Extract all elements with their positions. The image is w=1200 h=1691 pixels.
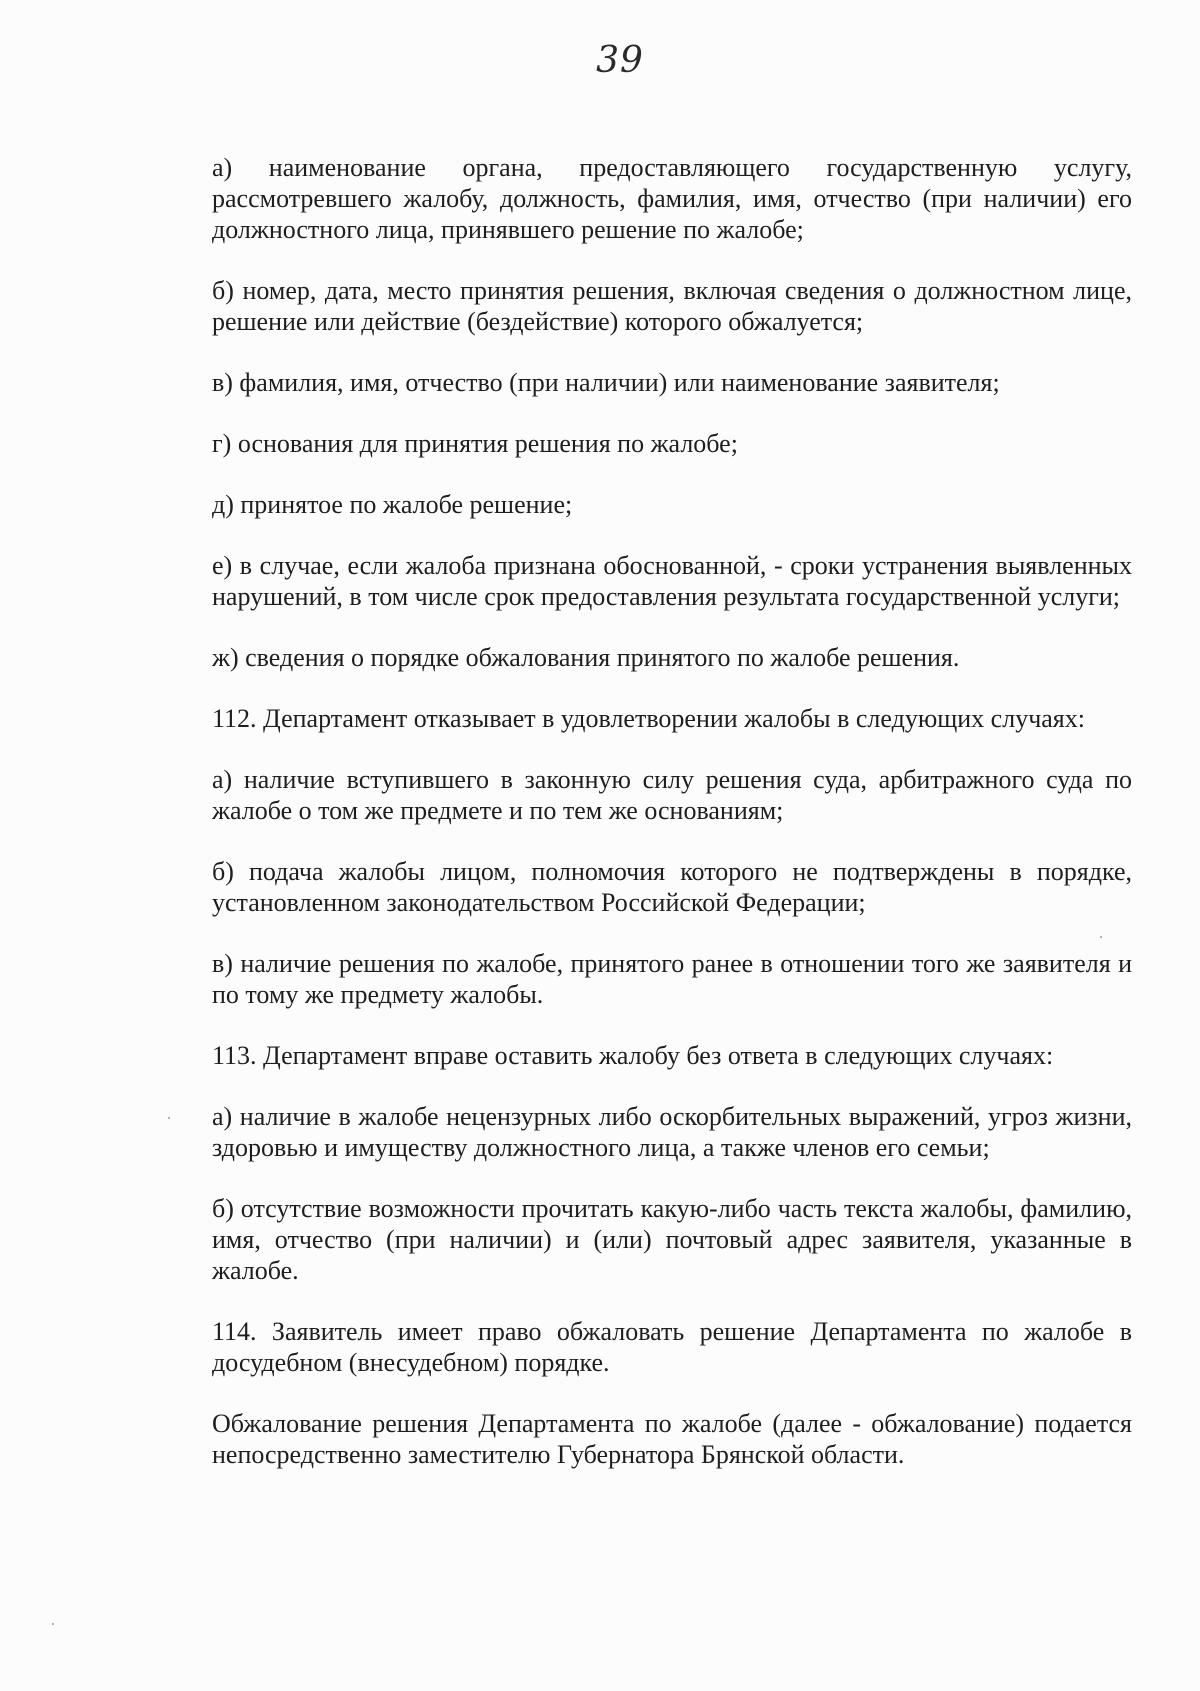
document-body bbox=[212, 152, 1132, 1470]
paragraph-113: 113. Департамент вправе оставить жалобу без ответа в следующих случаях: bbox=[212, 1041, 1054, 1070]
paragraph-d-decision: д) принятое по жалобе решение; bbox=[212, 490, 573, 519]
scan-speck bbox=[168, 1117, 170, 1119]
paragraph-112-v: в) наличие решения по жалобе, принятого ранее в отношении того же заявителя и по тому же предмету жалобы. bbox=[212, 949, 1132, 1009]
paragraph-zh-appeal-procedure: ж) сведения о порядке обжалования принятого по жалобе решения. bbox=[212, 643, 960, 672]
paragraph-a-organ-name: а) наименование органа, предоставляющего государственную услугу, рассмотревшего жалобу, должность, фамилия, имя, отчество (при наличии) его должностного лица, принявшего решение по жалобе; bbox=[212, 153, 1132, 244]
paragraph-113-a: а) наличие в жалобе нецензурных либо оскорбительных выражений, угроз жизни, здоровью и имуществу должностного лица, а также членов его семьи; bbox=[212, 1102, 1132, 1162]
paragraph-114: 114. Заявитель имеет право обжаловать решение Департамента по жалобе в досудебном (внесудебном) порядке. bbox=[212, 1317, 1132, 1377]
paragraph-112-a: а) наличие вступившего в законную силу решения суда, арбитражного суда по жалобе о том же предмете и по тем же основаниям; bbox=[212, 765, 1132, 825]
paragraph-112: 112. Департамент отказывает в удовлетворении жалобы в следующих случаях: bbox=[212, 704, 1085, 733]
page-number: 39 bbox=[596, 40, 644, 81]
paragraph-appeal-submission: Обжалование решения Департамента по жалобе (далее - обжалование) подается непосредственно заместителю Губернатора Брянской области. bbox=[212, 1409, 1132, 1469]
scan-speck bbox=[52, 1623, 54, 1625]
paragraph-g-grounds: г) основания для принятия решения по жалобе; bbox=[212, 429, 738, 458]
paragraph-b-decision-number: б) номер, дата, место принятия решения, включая сведения о должностном лице, решение или действие (бездействие) которого обжалуется; bbox=[212, 276, 1132, 336]
paragraph-v-applicant-name: в) фамилия, имя, отчество (при наличии) или наименование заявителя; bbox=[212, 368, 1000, 397]
paragraph-113-b: б) отсутствие возможности прочитать какую-либо часть текста жалобы, фамилию, имя, отчество (при наличии) и (или) почтовый адрес заявителя, указанные в жалобе. bbox=[212, 1194, 1132, 1285]
paragraph-112-b: б) подача жалобы лицом, полномочия которого не подтверждены в порядке, установленном законодательством Российской Федерации; bbox=[212, 857, 1132, 917]
paragraph-e-remedy-terms: е) в случае, если жалоба признана обоснованной, - сроки устранения выявленных нарушений, в том числе срок предоставления результата государственной услуги; bbox=[212, 551, 1132, 611]
scan-speck bbox=[1100, 936, 1102, 938]
